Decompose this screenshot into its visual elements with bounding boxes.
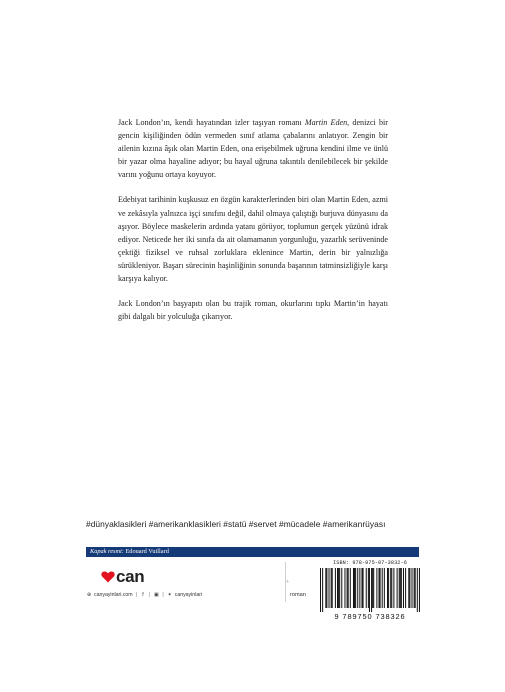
barcode-bar	[376, 568, 377, 608]
barcode-bar	[393, 568, 394, 608]
blurb-text: , denizci bir gencin kişiliğinden ödün vermeden sınıf atlama çabalarını anlatıyor. Zengin bir ailenin kızına âşık olan Martin Eden, ona erişebilmek uğruna kendini ilme ve ünlü bir yazar olma hayaline adıyor; bu hayal uğruna takıntılı denilebilecek bir şekilde varını yoğunu ortaya koyuyor.	[118, 118, 388, 180]
barcode-bar	[388, 568, 389, 608]
blurb-text: Jack London’ın, kendi hayatından izler taşıyan romanı	[118, 118, 305, 127]
barcode-bar	[403, 568, 404, 608]
separator: |	[149, 592, 151, 598]
barcode-bar	[366, 568, 367, 608]
barcode-bar	[353, 568, 354, 608]
barcode-bar	[414, 568, 415, 608]
barcode-bar	[401, 568, 402, 608]
barcode-bar	[369, 568, 370, 612]
isbn-block	[320, 560, 420, 621]
barcode-bar	[380, 568, 381, 608]
heart-icon	[101, 571, 115, 583]
barcode-bar	[357, 568, 358, 608]
barcode-bar	[399, 568, 400, 608]
barcode-bar	[371, 568, 372, 612]
barcode-bar	[337, 568, 338, 608]
publisher-name: can	[116, 567, 145, 586]
barcode-bar	[391, 568, 392, 608]
blurb-paragraph-1	[118, 116, 388, 181]
barcode-bar	[320, 568, 321, 612]
cover-art-credit	[86, 547, 419, 557]
barcode-bar	[411, 568, 412, 608]
barcode-bar	[387, 568, 388, 608]
barcode-bar	[408, 568, 409, 608]
book-title: Martin Eden	[304, 118, 348, 127]
publisher-logo	[101, 569, 147, 585]
barcode-bar	[372, 568, 373, 608]
facebook-icon[interactable]: f	[142, 592, 144, 598]
barcode-bar	[325, 568, 326, 608]
isbn-number: 9 789750 738326	[334, 612, 406, 621]
credit-name: Edouard Vuillard	[125, 548, 169, 555]
separator: |	[135, 592, 137, 598]
barcode-bar	[384, 568, 385, 608]
barcode-bar	[338, 568, 339, 608]
barcode-bar	[405, 568, 406, 608]
barcode-bar	[355, 568, 356, 608]
social-links	[86, 592, 202, 598]
barcode-bar	[329, 568, 330, 608]
credit-label: Kapak resmi:	[90, 548, 126, 555]
social-handle[interactable]: canyayinlari	[174, 592, 203, 598]
barcode-bar	[390, 568, 391, 608]
barcode-bar	[417, 568, 418, 612]
globe-icon: ⊕	[86, 592, 92, 598]
barcode-bar	[339, 568, 340, 608]
barcode-bar	[332, 568, 333, 608]
barcode-bar	[348, 568, 349, 608]
barcode-bar	[363, 568, 364, 608]
twitter-icon[interactable]: ✶	[167, 592, 172, 598]
barcode-bar	[347, 568, 348, 608]
blurb-paragraph-3: Jack London’ın başyapıtı olan bu trajik roman, okurlarını tıpkı Martin’in hayatı gibi dalgalı bir yolculuğa çıkarıyor.	[118, 299, 388, 322]
barcode-bar	[354, 568, 355, 608]
barcode-bar	[335, 568, 336, 608]
barcode-bar	[322, 568, 323, 612]
divider-mark: +	[286, 579, 289, 585]
barcode-bar	[361, 568, 362, 608]
barcode-icon	[320, 568, 420, 612]
barcode-bar	[409, 568, 410, 608]
barcode-bar	[359, 568, 360, 608]
barcode-bar	[341, 568, 342, 608]
genre-label: roman	[290, 592, 306, 598]
isbn-label: ISBN: 978-975-07-3832-6	[333, 560, 407, 566]
barcode-bar	[331, 568, 332, 608]
blurb-paragraph-2: Edebiyat tarihinin kuşkusuz en özgün karakterlerinden biri olan Martin Eden, azmi ve zekâsıyla yalnızca işçi sınıfını değil, dahil olmaya çalıştığı burjuva dünyasını da aşıyor. Böylece maskelerin ardında yatanı görüyor, toplumun gerçek yüzünü idrak ediyor. Neticede her iki sınıfa da ait olamamanın yorgunluğu, yazarlık serüveninde çektiği fiziksel ve ruhsal zorluklara eklenince Martin, derin bir yalnızlığa sürükleniyor. Başarı sürecinin haşinliğinin sonunda başarının tatminsizliğiyle karşı karşıya kalıyor.	[118, 195, 388, 284]
barcode-bar	[379, 568, 380, 608]
hashtags: #dünyaklasikleri #amerikanklasikleri #statü #servet #mücadele #amerikanrüyası	[86, 519, 386, 529]
barcode-bar	[368, 568, 369, 608]
barcode-bar	[350, 568, 351, 608]
barcode-bar	[344, 568, 345, 608]
barcode-bar	[397, 568, 398, 608]
barcode-bar	[419, 568, 420, 612]
separator: |	[162, 592, 164, 598]
website-link[interactable]: canyayinlari.com	[94, 592, 133, 598]
barcode-bar	[382, 568, 383, 608]
barcode-bar	[373, 568, 374, 608]
barcode-bar	[415, 568, 416, 608]
barcode-bar	[326, 568, 327, 608]
back-cover-blurb	[118, 116, 388, 335]
instagram-icon[interactable]: ▣	[153, 592, 159, 598]
barcode-bar	[400, 568, 401, 608]
